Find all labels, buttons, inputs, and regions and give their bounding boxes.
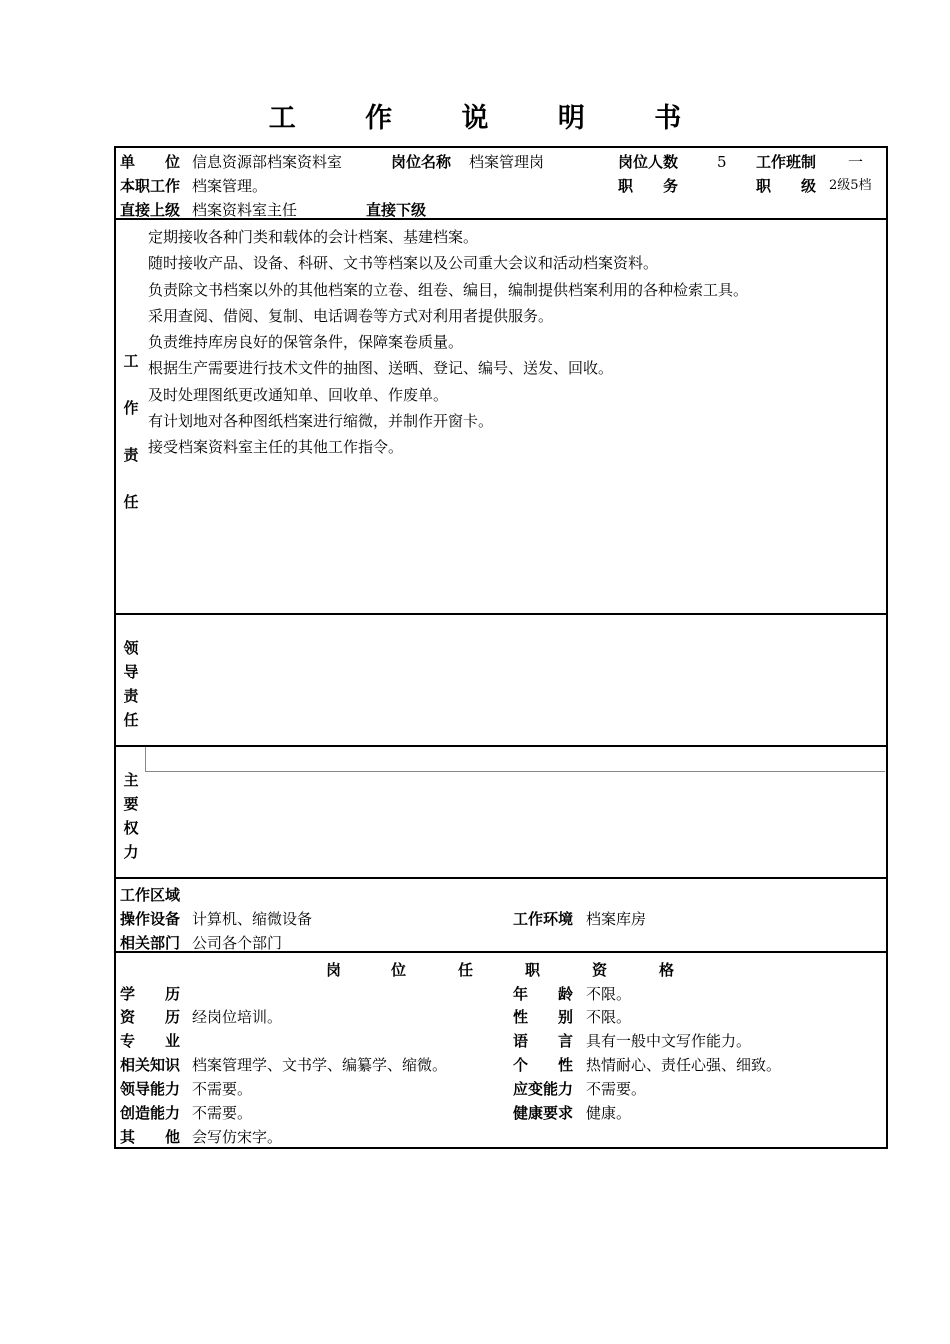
list-item: 及时处理图纸更改通知单、回收单、作废单。 xyxy=(148,385,449,404)
rank-label: 职 级 xyxy=(756,177,817,195)
equipment-label: 操作设备 xyxy=(120,910,181,928)
knowledge-label: 相关知识 xyxy=(120,1056,181,1074)
health-label: 健康要求 xyxy=(513,1104,574,1122)
responsibilities-label xyxy=(122,338,140,526)
label-char: 权 xyxy=(123,819,139,837)
heading-char: 位 xyxy=(391,961,407,979)
environment-label: 工作环境 xyxy=(513,910,574,928)
main-work-value: 档案管理。 xyxy=(192,177,268,195)
departments-value: 公司各个部门 xyxy=(192,934,283,952)
personality-value: 热情耐心、责任心强、细致。 xyxy=(586,1056,782,1074)
adaptability-label: 应变能力 xyxy=(513,1080,574,1098)
subordinate-label: 直接下级 xyxy=(366,201,427,219)
heading-char: 任 xyxy=(458,961,474,979)
heading-char: 岗 xyxy=(326,961,342,979)
label-char: 作 xyxy=(123,399,139,417)
personality-label: 个 性 xyxy=(513,1056,574,1074)
experience-value: 经岗位培训。 xyxy=(192,1008,283,1026)
superior-value: 档案资料室主任 xyxy=(192,201,298,219)
heading-char: 格 xyxy=(659,961,675,979)
creativity-label: 创造能力 xyxy=(120,1104,181,1122)
equipment-value: 计算机、缩微设备 xyxy=(192,910,313,928)
departments-label: 相关部门 xyxy=(120,934,181,952)
duty-label: 职 务 xyxy=(618,177,679,195)
authority-label xyxy=(122,768,140,864)
rank-value: 2级5档 xyxy=(829,178,872,193)
post-name-label: 岗位名称 xyxy=(391,153,452,171)
heading-char: 职 xyxy=(525,961,541,979)
work-area-label: 工作区域 xyxy=(120,886,181,904)
unit-value: 信息资源部档案资料室 xyxy=(192,153,343,171)
leadership-ability-label: 领导能力 xyxy=(120,1080,181,1098)
label-char: 任 xyxy=(123,493,139,511)
environment-value: 档案库房 xyxy=(586,910,647,928)
label-char: 责 xyxy=(123,446,139,464)
other-label: 其 他 xyxy=(120,1128,181,1146)
label-char: 要 xyxy=(123,795,139,813)
leadership-label xyxy=(122,636,140,732)
list-item: 接受档案资料室主任的其他工作指令。 xyxy=(148,438,404,457)
headcount-value: 5 xyxy=(717,153,727,171)
label-char: 责 xyxy=(123,687,139,705)
age-label: 年 龄 xyxy=(513,985,574,1003)
main-work-label: 本职工作 xyxy=(120,177,181,195)
language-label: 语 言 xyxy=(513,1032,574,1050)
list-item: 负责维持库房良好的保管条件，保障案卷质量。 xyxy=(148,333,464,352)
language-value: 具有一般中文写作能力。 xyxy=(586,1032,752,1050)
health-value: 健康。 xyxy=(586,1104,632,1122)
list-item: 随时接收产品、设备、科研、文书等档案以及公司重大会议和活动档案资料。 xyxy=(148,254,659,273)
age-value: 不限。 xyxy=(586,985,632,1003)
other-value: 会写仿宋字。 xyxy=(192,1128,283,1146)
label-char: 导 xyxy=(123,663,139,681)
label-char: 任 xyxy=(123,711,139,729)
headcount-label: 岗位人数 xyxy=(618,153,679,171)
experience-label: 资 历 xyxy=(120,1008,181,1026)
shift-label: 工作班制 xyxy=(756,153,817,171)
creativity-value: 不需要。 xyxy=(192,1104,253,1122)
divider-responsibilities xyxy=(114,613,888,615)
label-char: 主 xyxy=(123,771,139,789)
authority-inner-box xyxy=(145,747,885,772)
divider-authority xyxy=(114,877,888,879)
leadership-ability-value: 不需要。 xyxy=(192,1080,253,1098)
unit-label: 单 位 xyxy=(120,153,181,171)
label-char: 工 xyxy=(123,352,139,370)
education-label: 学 历 xyxy=(120,985,181,1003)
shift-value: 一 xyxy=(848,153,864,171)
adaptability-value: 不需要。 xyxy=(586,1080,647,1098)
superior-label: 直接上级 xyxy=(120,201,181,219)
list-item: 采用查阅、借阅、复制、电话调卷等方式对利用者提供服务。 xyxy=(148,306,554,325)
label-char: 力 xyxy=(123,843,139,861)
label-char: 领 xyxy=(123,639,139,657)
major-label: 专 业 xyxy=(120,1032,181,1050)
gender-label: 性 别 xyxy=(513,1008,574,1026)
gender-value: 不限。 xyxy=(586,1008,632,1026)
heading-char: 资 xyxy=(592,961,608,979)
knowledge-value: 档案管理学、文书学、编纂学、缩微。 xyxy=(192,1056,448,1074)
responsibilities-list xyxy=(148,224,748,461)
page-title: 工 作 说 明 书 xyxy=(268,103,712,134)
list-item: 有计划地对各种图纸档案进行缩微，并制作开窗卡。 xyxy=(148,412,494,431)
post-name-value: 档案管理岗 xyxy=(469,153,545,171)
list-item: 根据生产需要进行技术文件的抽图、送晒、登记、编号、送发、回收。 xyxy=(148,359,614,378)
list-item: 定期接收各种门类和载体的会计档案、基建档案。 xyxy=(148,228,479,246)
list-item: 负责除文书档案以外的其他档案的立卷、组卷、编目，编制提供档案利用的各种检索工具。 xyxy=(148,280,749,299)
